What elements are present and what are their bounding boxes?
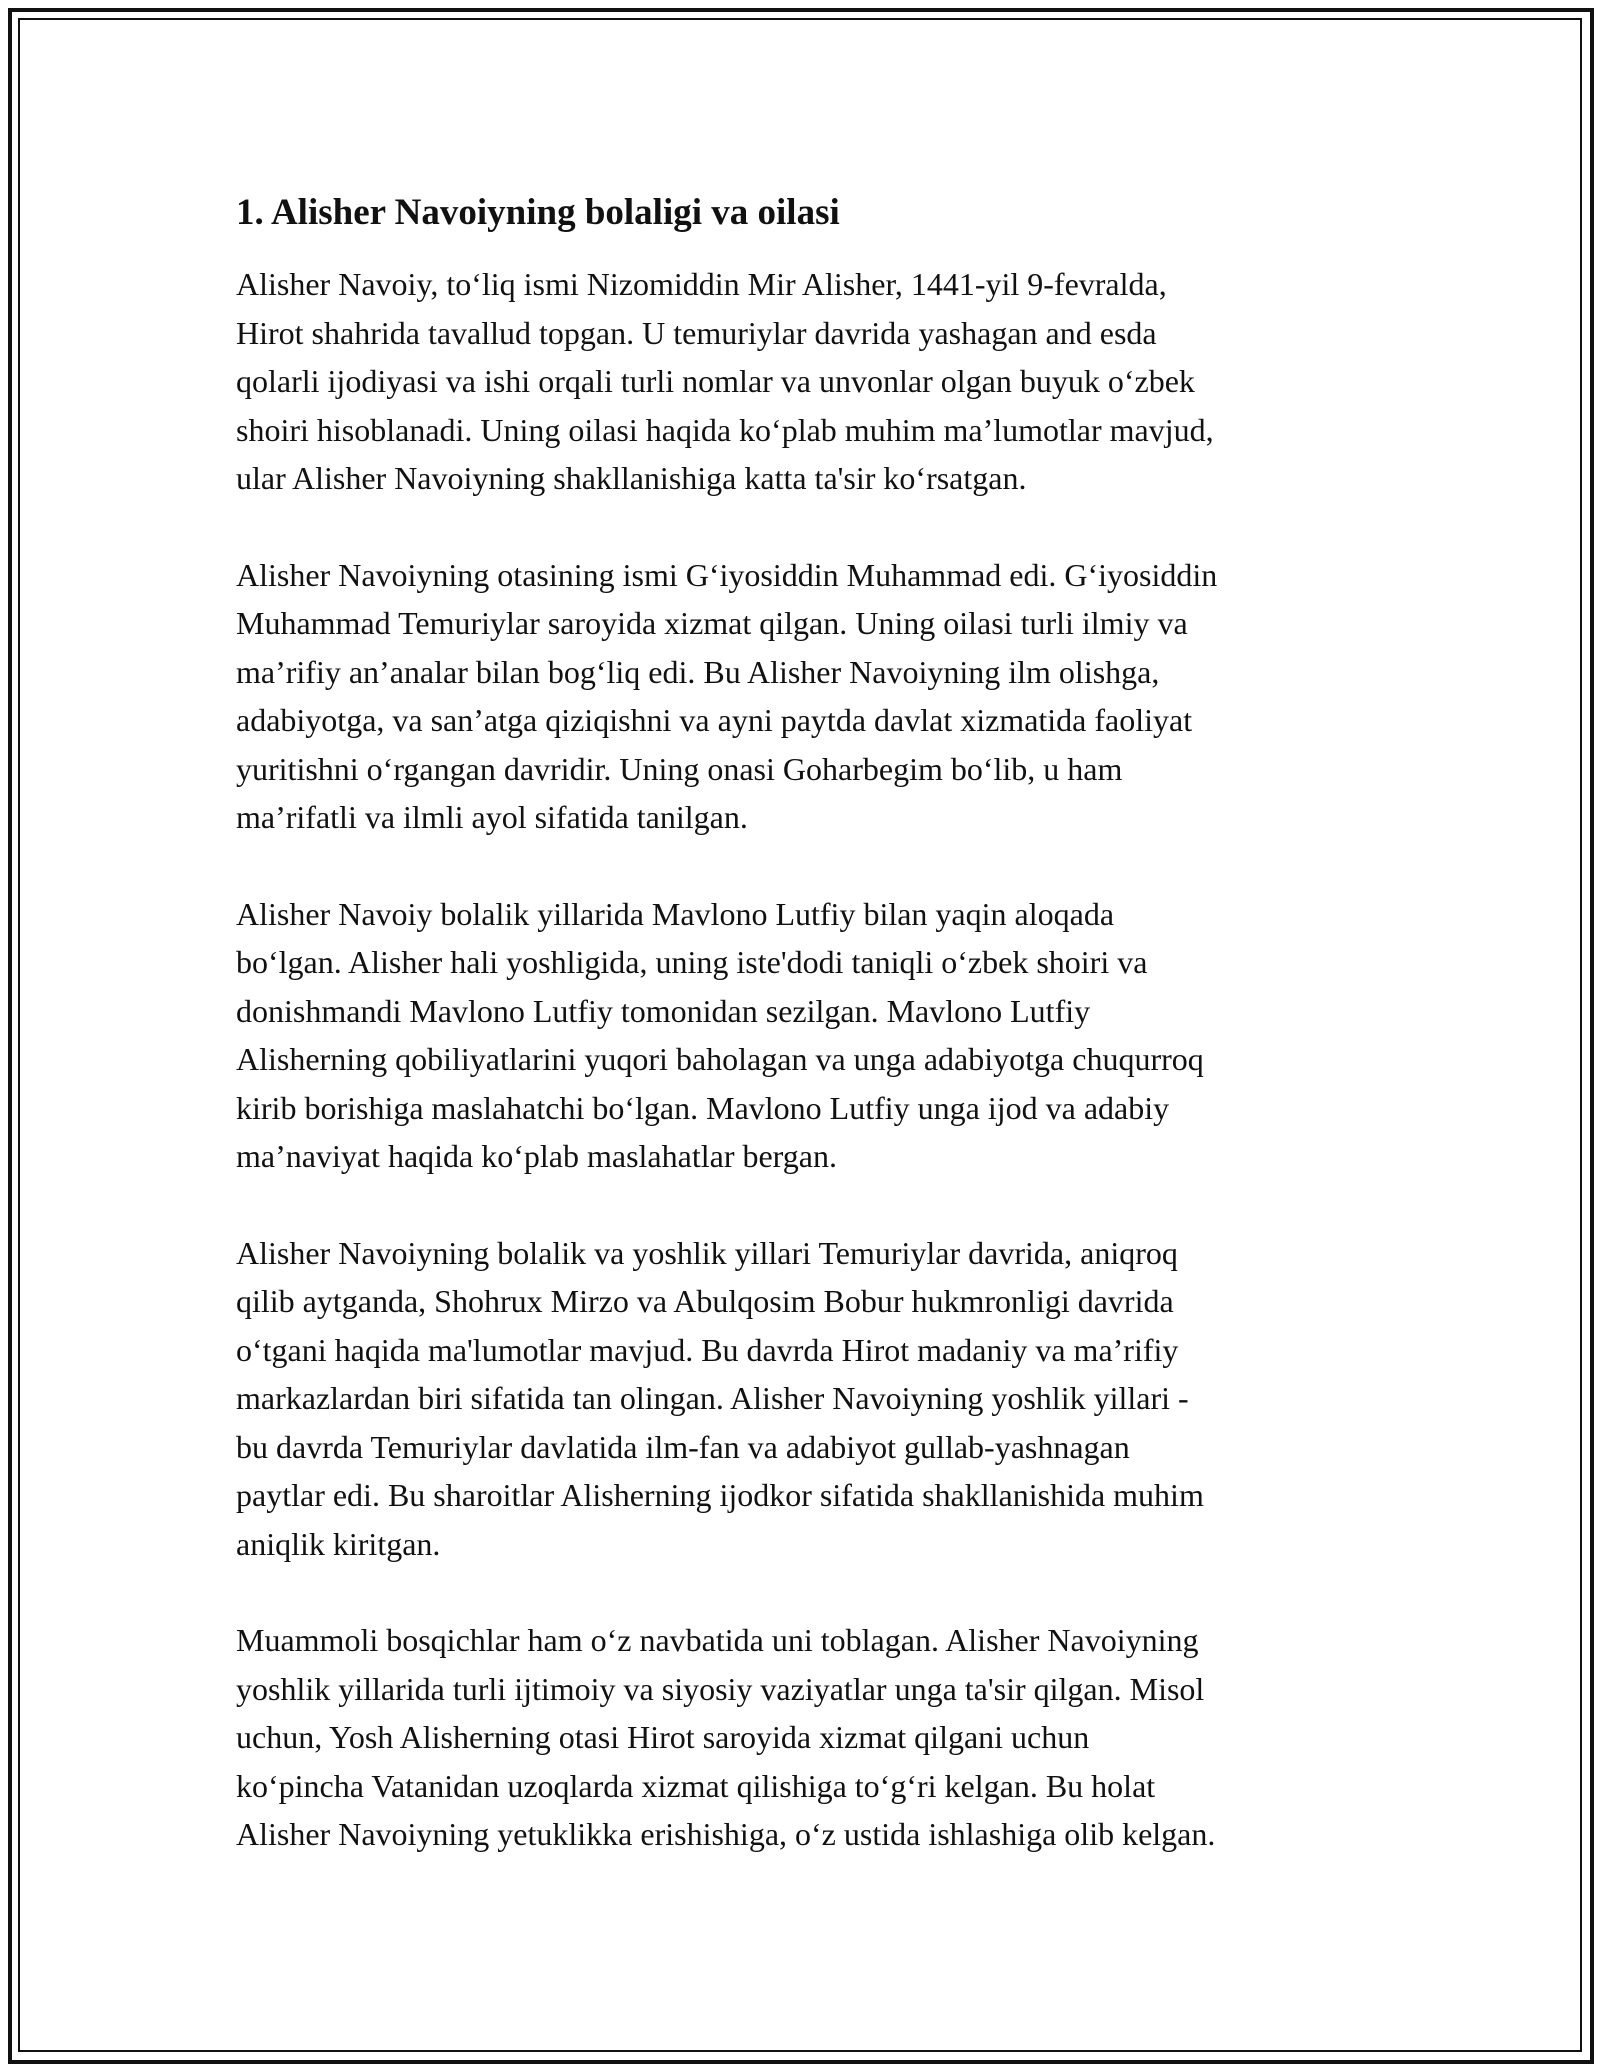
text-line: Muhammad Temuriylar saroyida xizmat qilgan. Uning oilasi turli ilmiy va: [236, 605, 1188, 641]
text-line: shoiri hisoblanadi. Uning oilasi haqida ko‘plab muhim ma’lumotlar mavjud,: [236, 411, 1214, 448]
text-line: bo‘lgan. Alisher hali yoshligida, uning iste'dodi taniqli o‘zbek shoiri va: [236, 944, 1148, 980]
text-line: Alisher Navoiyning bolalik va yoshlik yillari Temuriylar davrida, aniqroq: [236, 1234, 1178, 1271]
text-line: qilib aytganda, Shohrux Mirzo va Abulqosim Bobur hukmronligi davrida: [236, 1283, 1174, 1319]
text-line: ma’naviyat haqida ko‘plab maslahatlar bergan.: [236, 1138, 837, 1174]
text-line: yuritishni o‘rgangan davridir. Uning onasi Goharbegim bo‘lib, u ham: [236, 750, 1123, 787]
text-line: aniqlik kiritgan.: [236, 1525, 441, 1562]
text-line: Alisher Navoiy bolalik yillarida Mavlono Lutfiy bilan yaqin aloqada: [236, 895, 1115, 932]
paragraph-4: [236, 1229, 1376, 1569]
paragraph-2: [236, 551, 1376, 842]
section-heading: 1. Alisher Navoiyning bolaligi va oilasi: [236, 192, 840, 233]
text-line: qolarli ijodiyasi va ishi orqali turli nomlar va unvonlar olgan buyuk o‘zbek: [236, 363, 1195, 399]
text-line: ular Alisher Navoiyning shakllanishiga katta ta'sir ko‘rsatgan.: [236, 460, 1027, 496]
text-line: yoshlik yillarida turli ijtimoiy va siyosiy vaziyatlar unga ta'sir qilgan. Misol: [236, 1670, 1205, 1707]
text-line: Muammoli bosqichlar ham o‘z navbatida uni toblagan. Alisher Navoiyning: [236, 1622, 1199, 1658]
text-line: Alisher Navoiyning yetuklikka erishishiga, o‘z ustida ishlashiga olib kelgan.: [236, 1816, 1216, 1852]
text-line: Alisher Navoiyning otasining ismi G‘iyosiddin Muhammad edi. G‘iyosiddin: [236, 556, 1218, 593]
text-line: Alisher Navoiy, to‘liq ismi Nizomiddin Mir Alisher, 1441-yil 9-fevralda,: [236, 266, 1167, 302]
text-line: ko‘pincha Vatanidan uzoqlarda xizmat qilishiga to‘g‘ri kelgan. Bu holat: [236, 1767, 1156, 1804]
text-line: o‘tgani haqida ma'lumotlar mavjud. Bu davrda Hirot madaniy va ma’rifiy: [236, 1331, 1179, 1368]
text-line: kirib borishiga maslahatchi bo‘lgan. Mavlono Lutfiy unga ijod va adabiy: [236, 1089, 1170, 1126]
document-body: [236, 186, 1376, 1859]
text-line: bu davrda Temuriylar davlatida ilm-fan va adabiyot gullab-yashnagan: [236, 1428, 1130, 1465]
text-line: uchun, Yosh Alisherning otasi Hirot saroyida xizmat qilgani uchun: [236, 1719, 1090, 1755]
text-line: markazlardan biri sifatida tan olingan. Alisher Navoiyning yoshlik yillari -: [236, 1380, 1189, 1416]
paragraph-5: [236, 1616, 1376, 1859]
text-line: donishmandi Mavlono Lutfiy tomonidan sezilgan. Mavlono Lutfiy: [236, 992, 1091, 1029]
text-line: Alisherning qobiliyatlarini yuqori baholagan va unga adabiyotga chuqurroq: [236, 1041, 1204, 1077]
paragraph-3: [236, 890, 1376, 1181]
paragraph-1: [236, 260, 1376, 503]
text-line: paytlar edi. Bu sharoitlar Alisherning ijodkor sifatida shakllanishida muhim: [236, 1477, 1204, 1513]
text-line: Hirot shahrida tavallud topgan. U temuriylar davrida yashagan and esda: [236, 314, 1157, 351]
text-line: adabiyotga, va san’atga qiziqishni va ayni paytda davlat xizmatida faoliyat: [236, 702, 1193, 738]
text-line: ma’rifiy an’analar bilan bog‘liq edi. Bu Alisher Navoiyning ilm olishga,: [236, 653, 1160, 690]
text-line: ma’rifatli va ilmli ayol sifatida tanilgan.: [236, 799, 748, 835]
